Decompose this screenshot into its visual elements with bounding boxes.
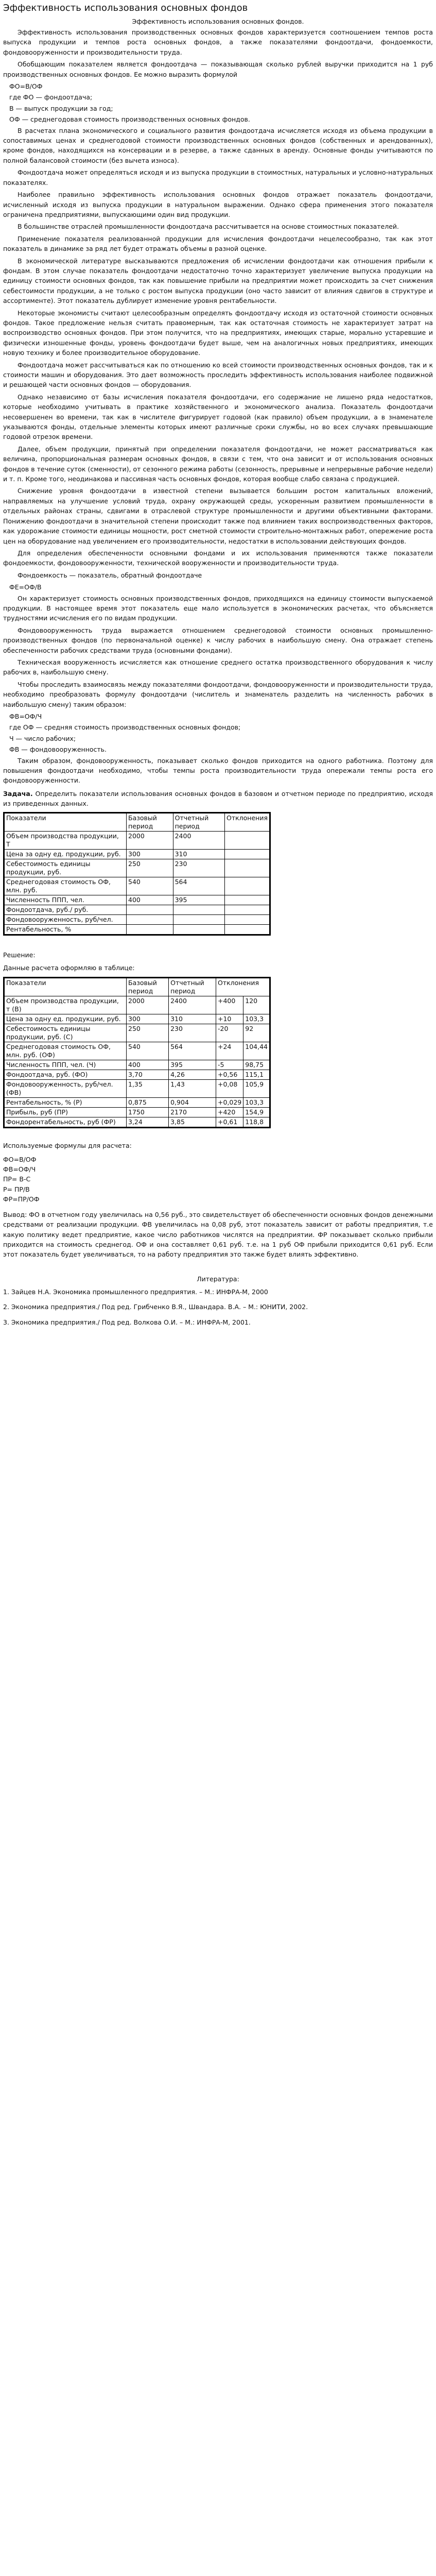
table-cell — [127, 914, 173, 924]
table-cell: 564 — [173, 877, 224, 895]
table-row — [4, 895, 270, 905]
table-cell: Фондоотдача, руб./ руб. — [4, 905, 127, 914]
table-cell: Объем производства продукции, т (В) — [4, 996, 127, 1014]
table-cell — [173, 924, 224, 935]
formula-line: ФВ=ОФ/Ч — [9, 713, 42, 720]
table-cell — [127, 924, 173, 935]
table-cell: -20 — [216, 1024, 243, 1042]
table-row — [4, 1060, 270, 1070]
formula-item: ПР= В-С — [3, 1175, 31, 1183]
formula-line: где ФО — фондоотдача; — [9, 93, 93, 101]
body-paragraph: Снижение уровня фондоотдачи в известной степени вызывается большим ростом капитальных вложений, направляемых на улучшение условий труда, охрану окружающей среды, ускоренным развитием промышленности в отдельных районах страны, сдвигами в отраслевой структуре промышленности и другими объективными факторами. Понижению фондоотдачи в значительной степени происходит также под влиянием таких воспроизводственных факторов, как удорожание стоимости единицы мощности, рост сметной стоимости строительно-монтажных работ, опережение роста цен на оборудование над увеличением его производительности, недостатки в использовании действующих фондов. — [3, 487, 433, 545]
table-cell: 400 — [127, 895, 173, 905]
formula-line: В — выпуск продукции за год; — [9, 104, 113, 112]
table-header-row — [4, 977, 270, 996]
literature-item: 2. Экономика предприятия./ Под ред. Грибченко В.Я., Швандара. В.А. – М.: ЮНИТИ, 2002. — [3, 1303, 308, 1311]
conclusion-text: Вывод: ФО в отчетном году увеличилась на 0,56 руб., это свидетельствует об обеспеченности основных фондов денежными средствами от реализации продукции. ФВ увеличилась на 0,08 руб, этот показатель зависит от работы предприятия, т.е какую политику ведет предприятие, какое число работников числятся на предприятии. ФР показывает сколько прибыли приходится на стоимость среднегод. ОФ и она составляет 0,61 руб. т.е. на 1 руб ОФ прибыли приходится 0,61 руб. Если этот показатель будет увеличиваться, то на работу предприятия это также будет влиять эффективно. — [3, 1210, 433, 1259]
body-paragraph: Однако независимо от базы исчисления показателя фондоотдачи, его содержание не лишено ряда недостатков, которые необходимо учитывать в практике хозяйственного и экономического анализа. Показатель фондоотдачи несовершенен во времени, так как в числителе фигурирует годовой (как правило) объем продукции, а в знаменателе указываются фонды, отдельные элементы которых имеют различные сроки службы, но во всех случаях превышающие годовой отрезок времени. — [3, 393, 433, 441]
table-header-cell: Отчетный период — [173, 812, 224, 831]
table-header-cell: Показатели — [4, 977, 127, 996]
table-cell: 3,24 — [127, 1117, 169, 1127]
table-cell: 310 — [173, 849, 224, 859]
table-cell — [173, 914, 224, 924]
literature-title: Литература: — [197, 1275, 239, 1283]
table-row — [4, 905, 270, 914]
table-cell: 250 — [127, 859, 173, 877]
table-cell: 400 — [127, 1060, 169, 1070]
table-header-cell: Отклонения — [224, 812, 270, 831]
body-paragraph: Фондоотдача может рассчитываться как по отношению ко всей стоимости производственных основных фондов, так и к стоимости машин и оборудования. Это дает возможность проследить эффективность использования наиболее подвижной и решающей части основных фондов — оборудования. — [3, 361, 433, 389]
table-cell: Объем производства продукции, Т — [4, 831, 127, 849]
task-text: Определить показатели использования основных фондов в базовом и отчетном периоде по предприятию, исходя из приведенных данных. — [3, 789, 433, 808]
formulas-label: Используемые формулы для расчета: — [3, 1141, 132, 1149]
table-cell: Цена за одну ед. продукции, руб. — [4, 849, 127, 859]
table-row — [4, 859, 270, 877]
table-cell: 230 — [169, 1024, 216, 1042]
table-cell: 0,875 — [127, 1097, 169, 1107]
formula-item: ФР=ПР/ОФ — [3, 1195, 40, 1204]
fo-formula-block — [3, 81, 433, 125]
table-cell — [224, 914, 270, 924]
body-paragraph: В экономической литературе высказываются предложения об исчислении фондоотдачи как отношения прибыли к фондам. В этом случае показатель фондоотдачи недостаточно точно характеризует увеличение выпуска продукции на единицу стоимости основных фондов, так как повышение прибыли на предприятии может происходить за счет снижения себестоимости продукции, а не только с ростом выпуска продукции (оно часто зависит от влияния сдвигов в структуре и ассортименте). Этот показатель дублирует изменение уровня рентабельности. — [3, 257, 433, 305]
table-row — [4, 924, 270, 935]
table-cell — [224, 877, 270, 895]
table-cell: -5 — [216, 1060, 243, 1070]
table-cell: 540 — [127, 1042, 169, 1060]
table-cell: Фондовооруженность, руб/чел. (ФВ) — [4, 1079, 127, 1097]
table-cell: +10 — [216, 1014, 243, 1024]
table-cell: Цена за одну ед. продукции, руб. — [4, 1014, 127, 1024]
body-paragraph: Он характеризует стоимость основных производственных фондов, приходящихся на единицу стоимости выпускаемой продукции. В настоящее время этот показатель еще мало используется в экономических расчетах, что объясняется трудностями исчисления его по видам продукции. — [3, 594, 433, 622]
table-row — [4, 1107, 270, 1117]
literature-item: 3. Экономика предприятия./ Под ред. Волкова О.И. – М.: ИНФРА-М, 2001. — [3, 1318, 251, 1326]
formula-line: Ч — число рабочих; — [9, 734, 76, 742]
indicators-section — [3, 594, 433, 709]
body-paragraph: В большинстве отраслей промышленности фондоотдача рассчитывается на основе стоимостных показателей. — [18, 223, 399, 231]
table-cell: 2000 — [127, 996, 169, 1014]
calculation-table — [3, 977, 271, 1128]
table-cell: 395 — [169, 1060, 216, 1070]
table-cell: 2400 — [173, 831, 224, 849]
table-cell: 1750 — [127, 1107, 169, 1117]
table-cell: 120 — [243, 996, 270, 1014]
table-cell: 2400 — [169, 996, 216, 1014]
table-cell: 3,85 — [169, 1117, 216, 1127]
table-cell: Себестоимость единицы продукции, руб. — [4, 859, 127, 877]
table-header-cell: Отчетный период — [169, 977, 216, 996]
table-cell: 540 — [127, 877, 173, 895]
table-cell: Рентабельность, % (Р) — [4, 1097, 127, 1107]
table-cell: Среднегодовая стоимость ОФ, млн. руб. — [4, 877, 127, 895]
table-cell: 118,8 — [243, 1117, 270, 1127]
body-paragraph: Обобщающим показателем является фондоотдача — показывающая сколько рублей выручки приходится на 1 руб производственных основных фондов. Ее можно выразить формулой — [3, 60, 433, 78]
analysis-section — [3, 126, 433, 580]
intro-section — [3, 27, 433, 79]
table-row — [4, 1117, 270, 1127]
literature-list — [3, 1287, 433, 1327]
table-cell: Фондорентабельность, руб (ФР) — [4, 1117, 127, 1127]
body-paragraph: Применение показателя реализованной продукции для исчисления фондоотдачи нецелесообразно, так как этот показатель в динамике за ряд лет будет отражать объемы в разной оценке. — [3, 234, 433, 253]
table-cell — [224, 905, 270, 914]
table-cell: 92 — [243, 1024, 270, 1042]
table-cell: +0,61 — [216, 1117, 243, 1127]
formula-line: ФВ — фондовооруженность. — [9, 745, 107, 754]
table-cell: 0,904 — [169, 1097, 216, 1107]
table-row — [4, 1097, 270, 1107]
task-statement — [3, 789, 433, 809]
table-cell: +0,56 — [216, 1070, 243, 1079]
table-cell: +420 — [216, 1107, 243, 1117]
table-cell: Численность ППП, чел. (Ч) — [4, 1060, 127, 1070]
page-subtitle: Эффективность использования основных фондов. — [132, 18, 304, 25]
table-header-cell: Базовый период — [127, 977, 169, 996]
table-cell: 300 — [127, 1014, 169, 1024]
final-paragraph: Таким образом, фондовооруженность, показывает сколько фондов приходится на одного работника. Поэтому для повышения фондоотдачи необходимо, чтобы темпы роста производительности труда опережали темпы роста его фондовооруженности. — [3, 756, 433, 785]
table-cell: 2000 — [127, 831, 173, 849]
table-cell — [127, 905, 173, 914]
table-cell: +0,029 — [216, 1097, 243, 1107]
formula-item: ФО=В/ОФ — [3, 1155, 37, 1163]
table-cell: 2170 — [169, 1107, 216, 1117]
table-row — [4, 849, 270, 859]
table-row — [4, 1014, 270, 1024]
body-paragraph: Чтобы проследить взаимосвязь между показателями фондоотдачи, фондовооруженности и производительности труда, необходимо преобразовать формулу фондоотдачи (числитель и знаменатель разделить на численность рабочих в наибольшую смену) таким образом: — [3, 680, 433, 708]
body-paragraph: Для определения обеспеченности основными фондами и их использования применяются также показатели фондоемкости, фондовооруженности, технической вооруженности и производительности труда. — [3, 549, 433, 567]
table-row — [4, 877, 270, 895]
solution-label: Решение: — [3, 951, 36, 959]
body-paragraph: Далее, объем продукции, принятый при определении показателя фондоотдачи, не может рассматриваться как величина, пропорциональная размерам основных фондов, в связи с тем, что она зависит и от использования основных фондов в течение суток (сменности), от сезонного режима работы (сезонность, прерывные и непрерывные рабочие недели) и т. п. Кроме того, неодинакова и пассивная часть основных фондов, которая вообще слабо связана с продукцией. — [3, 445, 433, 483]
literature-item: 1. Зайцев Н.А. Экономика промышленного предприятия. – М.: ИНФРА-М, 2000 — [3, 1287, 268, 1296]
table-cell: Фондоотдача, руб. (ФО) — [4, 1070, 127, 1079]
fv-formula-block — [3, 711, 433, 755]
formula-line: ФО=В/ОФ — [9, 82, 43, 91]
table-row — [4, 1042, 270, 1060]
formula-item: Р= ПР/В — [3, 1185, 30, 1193]
table-cell: 3,70 — [127, 1070, 169, 1079]
table-cell: +0,08 — [216, 1079, 243, 1097]
table-header-cell: Отклонения — [216, 977, 270, 996]
table-cell: Численность ППП, чел. — [4, 895, 127, 905]
body-paragraph: Некоторые экономисты считают целесообразным определять фондоотдачу исходя из остаточной стоимости основных фондов. Такое предложение нельзя считать правомерным, так как остаточная стоимость не характеризует затрат на воспроизводство основных фондов. При этом получится, что на предприятиях, имеющих старые, морально устаревшие и физически изношенные фонды, уровень фондоотдачи будет выше, чем на аналогичных новых предприятиях, имеющих новую технику и более производительное оборудование. — [3, 309, 433, 357]
table-cell — [224, 831, 270, 849]
table-header-cell: Базовый период — [127, 812, 173, 831]
formula-line: ОФ — среднегодовая стоимость производственных основных фондов. — [9, 115, 250, 124]
table-cell: 98,75 — [243, 1060, 270, 1070]
table-cell: 115,1 — [243, 1070, 270, 1079]
table-row — [4, 914, 270, 924]
table-cell: 103,3 — [243, 1097, 270, 1107]
body-paragraph: Фондоотдача может определяться исходя и из выпуска продукции в стоимостных, натуральных и условно-натуральных показателях. — [3, 168, 433, 187]
table-cell: Прибыль, руб (ПР) — [4, 1107, 127, 1117]
table-row — [4, 996, 270, 1014]
formula-item: ФВ=ОФ/Ч — [3, 1165, 36, 1174]
table-cell: 154,9 — [243, 1107, 270, 1117]
body-paragraph: Фондоемкость — показатель, обратный фондоотдаче — [18, 571, 202, 579]
body-paragraph: В расчетах плана экономического и социального развития фондоотдача исчисляется исходя из объема продукции в сопоставимых ценах и среднегодовой стоимости производственных основных фондов (собственных и арендованных), кроме фондов, находящихся на консервации и в резерве, а также сданных в аренду. Основные фонды учитываются по полной балансовой стоимости (без вычета износа). — [3, 126, 433, 164]
table-cell: 105,9 — [243, 1079, 270, 1097]
table-row — [4, 1070, 270, 1079]
table-cell: +400 — [216, 996, 243, 1014]
body-paragraph: Эффективность использования производственных основных фондов характеризуется соотношением темпов роста выпуска продукции и темпов роста основных фондов, а также показателями фондоотдачи, фондоемкости, фондовооруженности и производительности труда. — [3, 28, 433, 56]
fe-formula: ФЕ=ОФ/В — [9, 583, 42, 591]
table-row — [4, 1024, 270, 1042]
body-paragraph: Техническая вооруженность исчисляется как отношение среднего остатка производственного оборудования к числу рабочих в, наибольшую смену. — [3, 658, 433, 676]
table-cell: 310 — [169, 1014, 216, 1024]
table-cell: 395 — [173, 895, 224, 905]
table-cell: Рентабельность, % — [4, 924, 127, 935]
task-label: Задача. — [3, 789, 33, 798]
table-cell: 103,3 — [243, 1014, 270, 1024]
table-cell: 104,44 — [243, 1042, 270, 1060]
table-cell: 1,35 — [127, 1079, 169, 1097]
table-header-cell: Показатели — [4, 812, 127, 831]
body-paragraph: Наиболее правильно эффективность использования основных фондов отражает показатель фондоотдачи, исчисленный исходя из выпуска продукции в натуральном выражении. Однако сфера применения этого показателя ограничена предприятиями, выпускающими один вид продукции. — [3, 191, 433, 218]
formula-line: где ОФ — средняя стоимость производственных основных фондов; — [9, 723, 241, 732]
table-cell — [224, 859, 270, 877]
table-row — [4, 831, 270, 849]
table-cell: Фондовооруженность, руб/чел. — [4, 914, 127, 924]
table-header-row — [4, 812, 270, 831]
formula-list — [3, 1155, 433, 1205]
table-cell: 250 — [127, 1024, 169, 1042]
table-cell: +24 — [216, 1042, 243, 1060]
table-cell: 1,43 — [169, 1079, 216, 1097]
page-title: Эффективность использования основных фондов — [3, 3, 248, 13]
table-cell: 230 — [173, 859, 224, 877]
source-data-table — [3, 812, 271, 936]
table-cell — [224, 895, 270, 905]
body-paragraph: Фондовооруженность труда выражается отношением среднегодовой стоимости основных промышленно-производственных фондов (по первоначальной оценке) к числу рабочих в наибольшую смену. Она отражает степень обеспеченности рабочих средствами труда (основными фондами). — [3, 626, 433, 654]
table-cell — [224, 849, 270, 859]
table-cell: 300 — [127, 849, 173, 859]
table-row — [4, 1079, 270, 1097]
table-cell: 4,26 — [169, 1070, 216, 1079]
table-cell: 564 — [169, 1042, 216, 1060]
table-cell: Среднегодовая стоимость ОФ, млн. руб. (ОФ) — [4, 1042, 127, 1060]
table-cell — [173, 905, 224, 914]
table2-label: Данные расчета оформляю в таблице: — [3, 963, 135, 972]
table-cell: Себестоимость единицы продукции, руб. (С) — [4, 1024, 127, 1042]
table-cell — [224, 924, 270, 935]
